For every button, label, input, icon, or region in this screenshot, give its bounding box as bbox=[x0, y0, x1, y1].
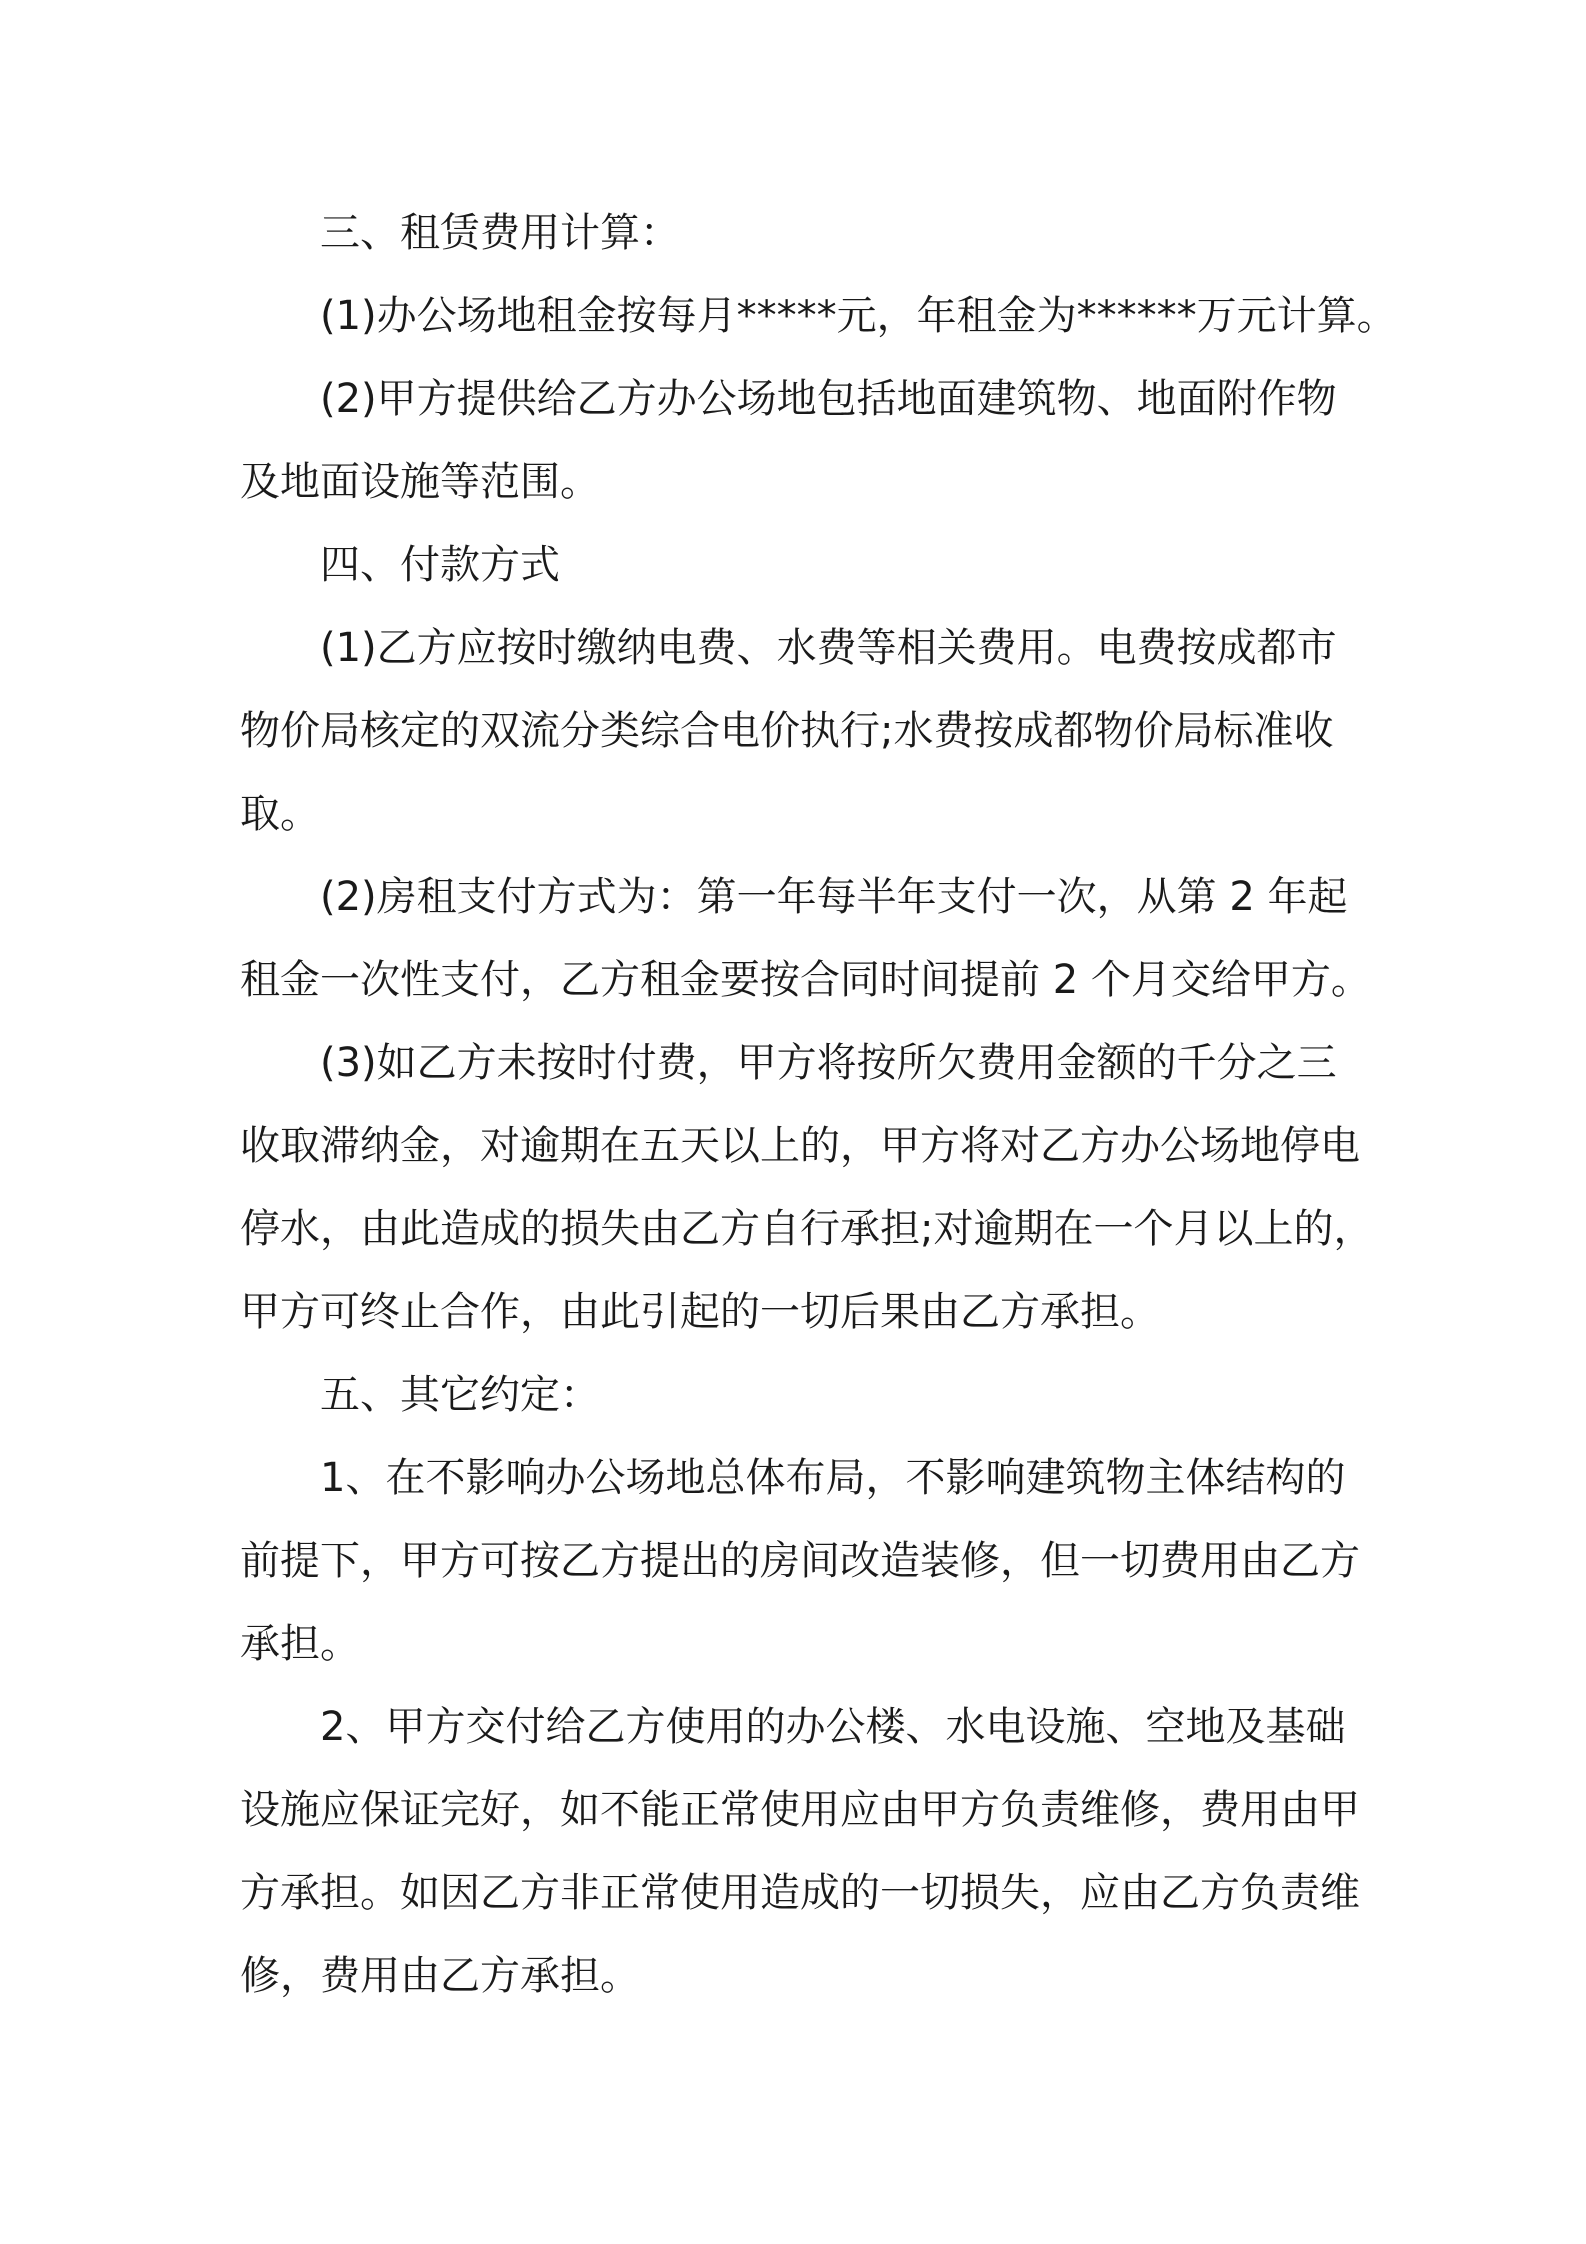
section-heading-payment-method: 四、付款方式 bbox=[320, 542, 560, 588]
paragraph-line: (3)如乙方未按时付费，甲方将按所欠费用金额的千分之三 bbox=[320, 1040, 1337, 1086]
paragraph-line: (2)甲方提供给乙方办公场地包括地面建筑物、地面附作物 bbox=[320, 376, 1337, 422]
section-heading-other-agreements: 五、其它约定： bbox=[320, 1372, 600, 1418]
paragraph-line: 2、甲方交付给乙方使用的办公楼、水电设施、空地及基础 bbox=[320, 1704, 1346, 1750]
paragraph-line: 1、在不影响办公场地总体布局，不影响建筑物主体结构的 bbox=[320, 1455, 1346, 1501]
paragraph-line: 方承担。如因乙方非正常使用造成的一切损失，应由乙方负责维 bbox=[240, 1870, 1360, 1916]
paragraph-line: (1)办公场地租金按每月*****元，年租金为******万元计算。 bbox=[320, 293, 1397, 339]
paragraph-line: 及地面设施等范围。 bbox=[240, 459, 600, 505]
paragraph-line: 租金一次性支付，乙方租金要按合同时间提前 2 个月交给甲方。 bbox=[240, 957, 1371, 1003]
paragraph-line: 停水，由此造成的损失由乙方自行承担;对逾期在一个月以上的， bbox=[240, 1206, 1374, 1252]
paragraph-line: 设施应保证完好，如不能正常使用应由甲方负责维修，费用由甲 bbox=[240, 1787, 1360, 1833]
document-body bbox=[240, 192, 1397, 2018]
paragraph-line: 收取滞纳金，对逾期在五天以上的，甲方将对乙方办公场地停电 bbox=[240, 1123, 1360, 1169]
paragraph-line: 前提下，甲方可按乙方提出的房间改造装修，但一切费用由乙方 bbox=[240, 1538, 1360, 1584]
paragraph-line: (2)房租支付方式为：第一年每半年支付一次，从第 2 年起 bbox=[320, 874, 1348, 920]
paragraph-line: 取。 bbox=[240, 791, 320, 837]
paragraph-line: 甲方可终止合作，由此引起的一切后果由乙方承担。 bbox=[240, 1289, 1160, 1335]
section-heading-rent-calculation: 三、租赁费用计算： bbox=[320, 210, 680, 256]
paragraph-line: 物价局核定的双流分类综合电价执行;水费按成都物价局标准收 bbox=[240, 708, 1334, 754]
paragraph-line: 承担。 bbox=[240, 1621, 360, 1667]
paragraph-line: (1)乙方应按时缴纳电费、水费等相关费用。电费按成都市 bbox=[320, 625, 1337, 671]
paragraph-line: 修，费用由乙方承担。 bbox=[240, 1953, 640, 1999]
